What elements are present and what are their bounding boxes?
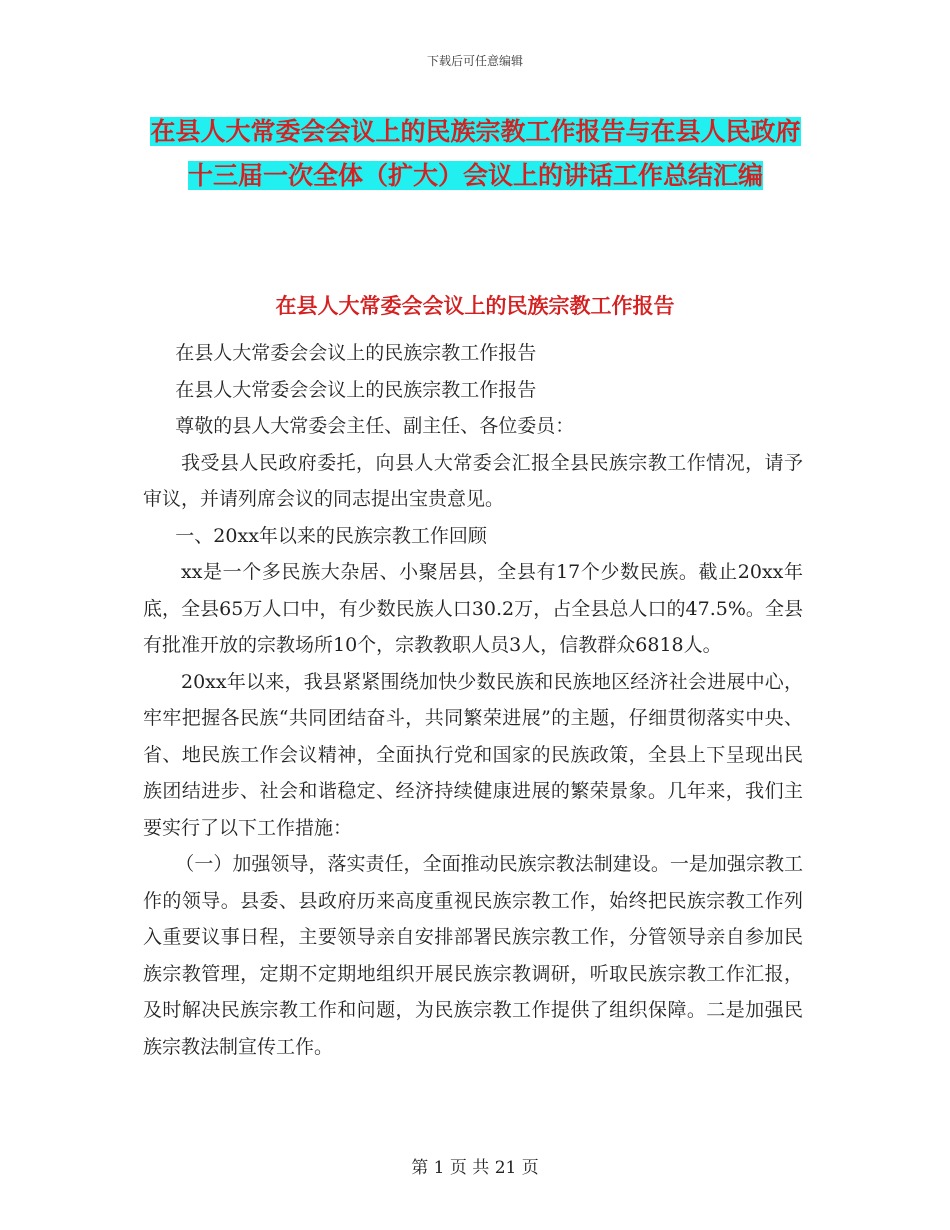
page-number: 第 1 页 共 21 页 [411, 1158, 539, 1178]
document-title-text: 在县人大常委会会议上的民族宗教工作报告与在县人民政府十三届一次全体（扩大）会议上的讲话工作总结汇编 [150, 117, 801, 190]
document-body [143, 335, 803, 1065]
paragraph: 一、20xx年以来的民族宗教工作回顾 [175, 524, 487, 547]
paragraph: 在县人大常委会会议上的民族宗教工作报告 [175, 378, 537, 401]
paragraph: 20xx年以来，我县紧紧围绕加快少数民族和民族地区经济社会进展中心，牢牢把握各民族“共同团结奋斗，共同繁荣进展”的主题，仔细贯彻落实中央、省、地民族工作会议精神，全面执行党和国家的民族政策，全县上下呈现出民族团结进步、社会和谐稳定、经济持续健康进展的繁荣景象。几年来，我们主要实行了以下工作措施： [143, 670, 803, 839]
paragraph: （一）加强领导，落实责任，全面推动民族宗教法制建设。一是加强宗教工作的领导。县委、县政府历来高度重视民族宗教工作，始终把民族宗教工作列入重要议事日程，主要领导亲自安排部署民族宗教工作，分管领导亲自参加民族宗教管理，定期不定期地组织开展民族宗教调研，听取民族宗教工作汇报，及时解决民族宗教工作和问题，为民族宗教工作提供了组织保障。二是加强民族宗教法制宣传工作。 [143, 853, 803, 1058]
section-title: 在县人大常委会会议上的民族宗教工作报告 [275, 293, 675, 318]
header-note: 下载后可任意编辑 [426, 54, 523, 68]
paragraph: xx是一个多民族大杂居、小聚居县，全县有17个少数民族。截止20xx年底，全县65万人口中，有少数民族人口30.2万，占全县总人口的47.5%。全县有批准开放的宗教场所10个，宗教教职人员3人，信教群众6818人。 [143, 561, 803, 656]
document-title [143, 110, 808, 198]
paragraph: 尊敬的县人大常委会主任、副主任、各位委员： [175, 415, 575, 437]
paragraph: 在县人大常委会会议上的民族宗教工作报告 [175, 342, 537, 364]
paragraph: 我受县人民政府委托，向县人大常委会汇报全县民族宗教工作情况，请予审议，并请列席会议的同志提出宝贵意见。 [143, 451, 803, 510]
